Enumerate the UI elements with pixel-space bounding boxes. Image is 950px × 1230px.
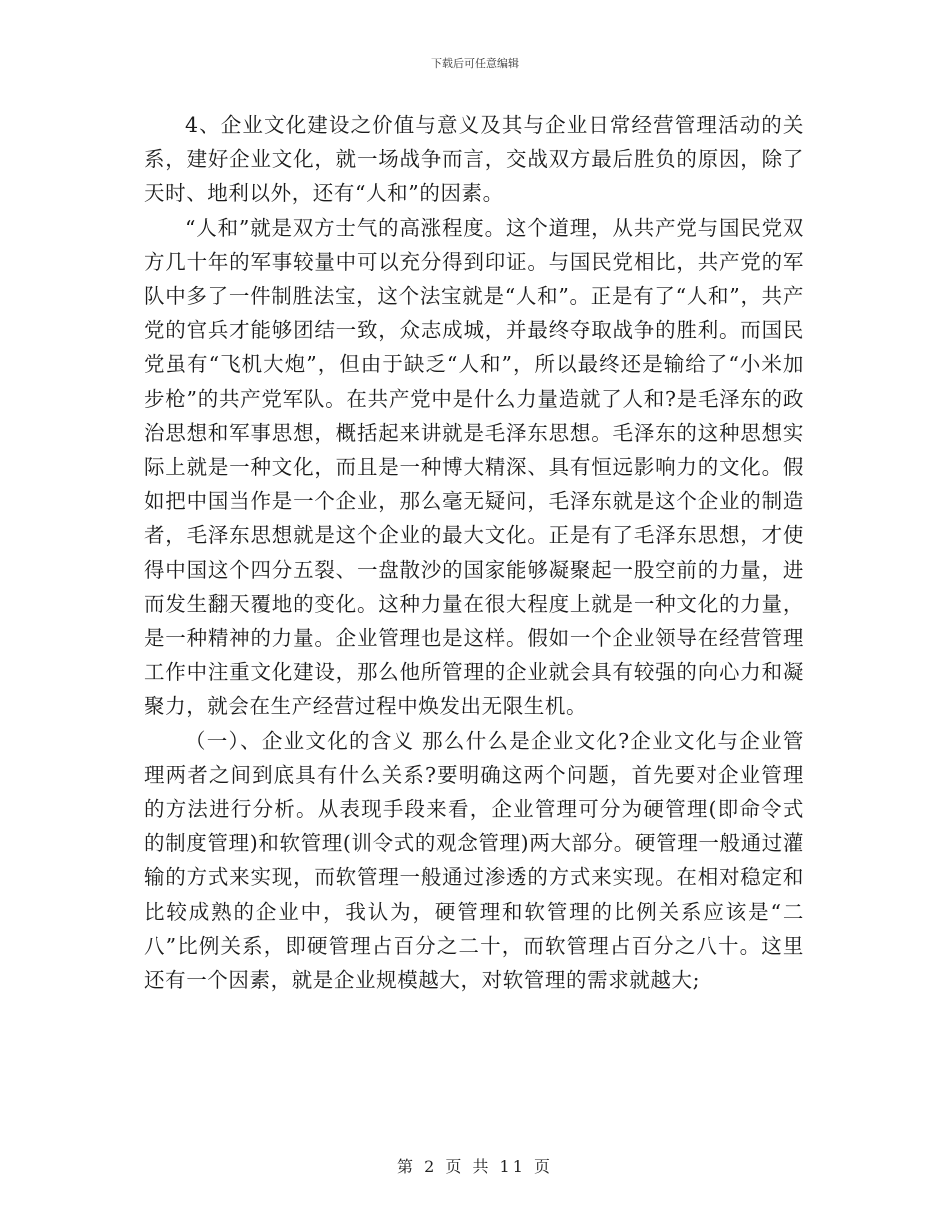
- paragraph: 4、企业文化建设之价值与意义及其与企业日常经营管理活动的关系，建好企业文化，就一场战争而言，交战双方最后胜负的原因，除了天时、地利以外，还有“人和”的因素。: [144, 113, 804, 206]
- paragraph: （一）、企业文化的含义 那么什么是企业文化?企业文化与企业管理两者之间到底具有什么关系?要明确这两个问题，首先要对企业管理的方法进行分析。从表现手段来看，企业管理可分为硬管理(即命令式的制度管理)和软管理(训令式的观念管理)两大部分。硬管理一般通过灌输的方式来实现，而软管理一般通过渗透的方式来实现。在相对稳定和比较成熟的企业中，我认为，硬管理和软管理的比例关系应该是“二八”比例关系，即硬管理占百分之二十，而软管理占百分之八十。这里还有一个因素，就是企业规模越大，对软管理的需求就越大;: [144, 728, 804, 993]
- page-number-footer: 第 2 页 共 11 页: [397, 1157, 553, 1176]
- page-header: 下载后可任意编辑: [431, 57, 519, 70]
- paragraph: “人和”就是双方士气的高涨程度。这个道理，从共产党与国民党双方几十年的军事较量中可以充分得到印证。与国民党相比，共产党的军队中多了一件制胜法宝，这个法宝就是“人和”。正是有了“人和”，共产党的官兵才能够团结一致，众志成城，并最终夺取战争的胜利。而国民党虽有“飞机大炮”，但由于缺乏“人和”，所以最终还是输给了“小米加步枪”的共产党军队。在共产党中是什么力量造就了人和?是毛泽东的政治思想和军事思想，概括起来讲就是毛泽东思想。毛泽东的这种思想实际上就是一种文化，而且是一种博大精深、具有恒远影响力的文化。假如把中国当作是一个企业，那么毫无疑问，毛泽东就是这个企业的制造者，毛泽东思想就是这个企业的最大文化。正是有了毛泽东思想，才使得中国这个四分五裂、一盘散沙的国家能够凝聚起一股空前的力量，进而发生翻天覆地的变化。这种力量在很大程度上就是一种文化的力量，是一种精神的力量。企业管理也是这样。假如一个企业领导在经营管理工作中注重文化建设，那么他所管理的企业就会具有较强的向心力和凝聚力，就会在生产经营过程中焕发出无限生机。: [144, 215, 804, 719]
- document-body: [144, 108, 804, 997]
